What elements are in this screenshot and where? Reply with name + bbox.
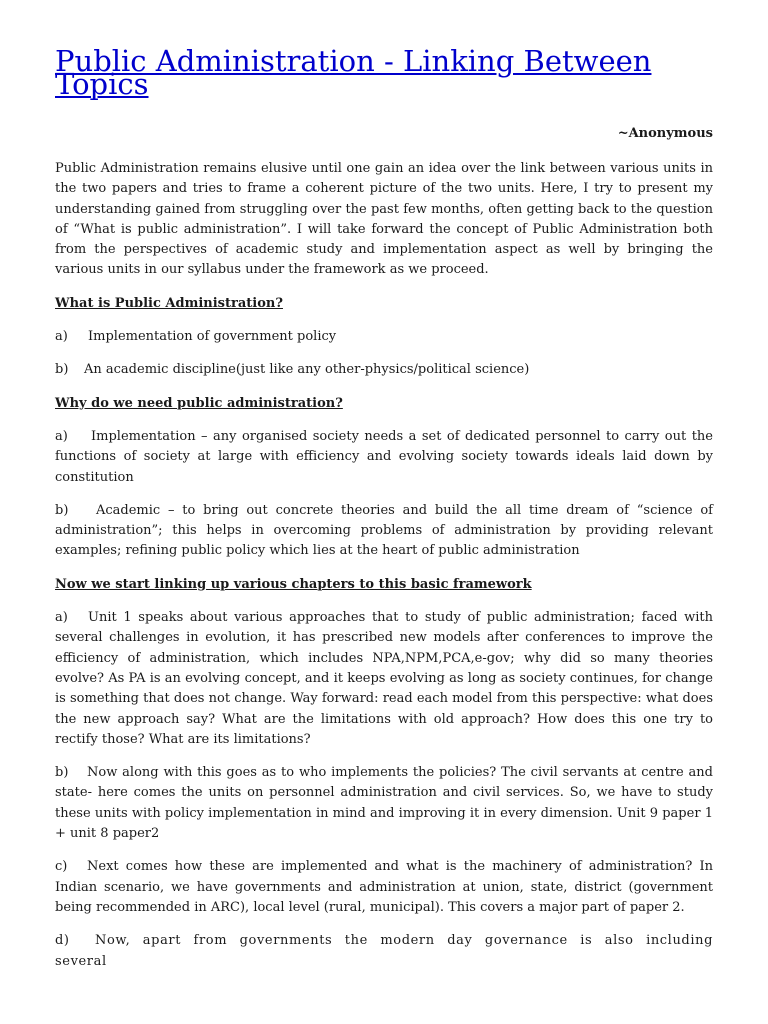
list-item (55, 931, 713, 972)
list-item-text: Implementation – any organised society needs a set of dedicated personnel to carry out the functions of society at large with efficiency and evolving society towards ideals laid down by constitution (55, 428, 713, 485)
list-item-text: Next comes how these are implemented and what is the machinery of administration? In Indian scenario, we have governments and administration at union, state, district (government being recommended in ARC), local level (rural, municipal). This covers a major part of paper 2. (55, 859, 713, 915)
section-heading-linking-chapters: Now we start linking up various chapters to this basic framework (55, 576, 532, 592)
document-body (55, 44, 713, 972)
list-marker: a) (55, 610, 68, 626)
list-marker: d) (55, 933, 70, 949)
list-marker: b) (55, 765, 69, 781)
section-heading-why-need-pa: Why do we need public administration? (55, 395, 343, 411)
list-item (55, 427, 713, 488)
section-heading-what-is-pa: What is Public Administration? (55, 295, 283, 311)
list-item (55, 857, 713, 918)
list-marker: a) (55, 329, 68, 345)
list-item (55, 327, 713, 347)
list-marker: c) (55, 859, 68, 875)
list-item-text: An academic discipline(just like any other-physics/political science) (84, 362, 530, 378)
list-item (55, 501, 713, 562)
list-item (55, 360, 713, 380)
list-item-text: Implementation of government policy (88, 329, 337, 345)
intro-paragraph: Public Administration remains elusive until one gain an idea over the link between various units in the two papers and tries to frame a coherent picture of the two units. Here, I try to present my understanding gained from struggling over the past few months, often getting back to the question of “What is public administration”. I will take forward the concept of Public Administration both from the perspectives of academic study and implementation aspect as well by bringing the various units in our syllabus under the framework as we proceed. (55, 161, 713, 278)
list-marker: b) (55, 502, 69, 518)
document-title[interactable]: Public Administration - Linking Between Topics (55, 44, 652, 101)
list-item-text: Now, apart from governments the modern day governance is also including several (55, 933, 713, 969)
list-marker: b) (55, 362, 69, 378)
list-item-text: Academic – to bring out concrete theories and build the all time dream of “science of administration”; this helps in overcoming problems of administration by providing relevant examples; refining public policy which lies at the heart of public administration (55, 502, 713, 559)
author-line: ~Anonymous (617, 126, 713, 141)
list-item (55, 608, 713, 750)
list-item-text: Now along with this goes as to who implements the policies? The civil servants at centre and state- here comes the units on personnel administration and civil services. So, we have to study these units with policy implementation in mind and improving it in every dimension. Unit 9 paper 1 + unit 8 paper2 (55, 765, 713, 842)
list-item (55, 763, 713, 844)
list-item-text: Unit 1 speaks about various approaches that to study of public administration; faced with several challenges in evolution, it has prescribed new models after conferences to improve the efficiency of administration, which includes NPA,NPM,PCA,e-gov; why did so many theories evolve? As PA is an evolving concept, and it keeps evolving as long as society continues, for change is something that does not change. Way forward: read each model from this perspective: what does the new approach say? What are the limitations with old approach? How does this one try to rectify those? What are its limitations? (55, 610, 713, 747)
list-marker: a) (55, 428, 68, 444)
